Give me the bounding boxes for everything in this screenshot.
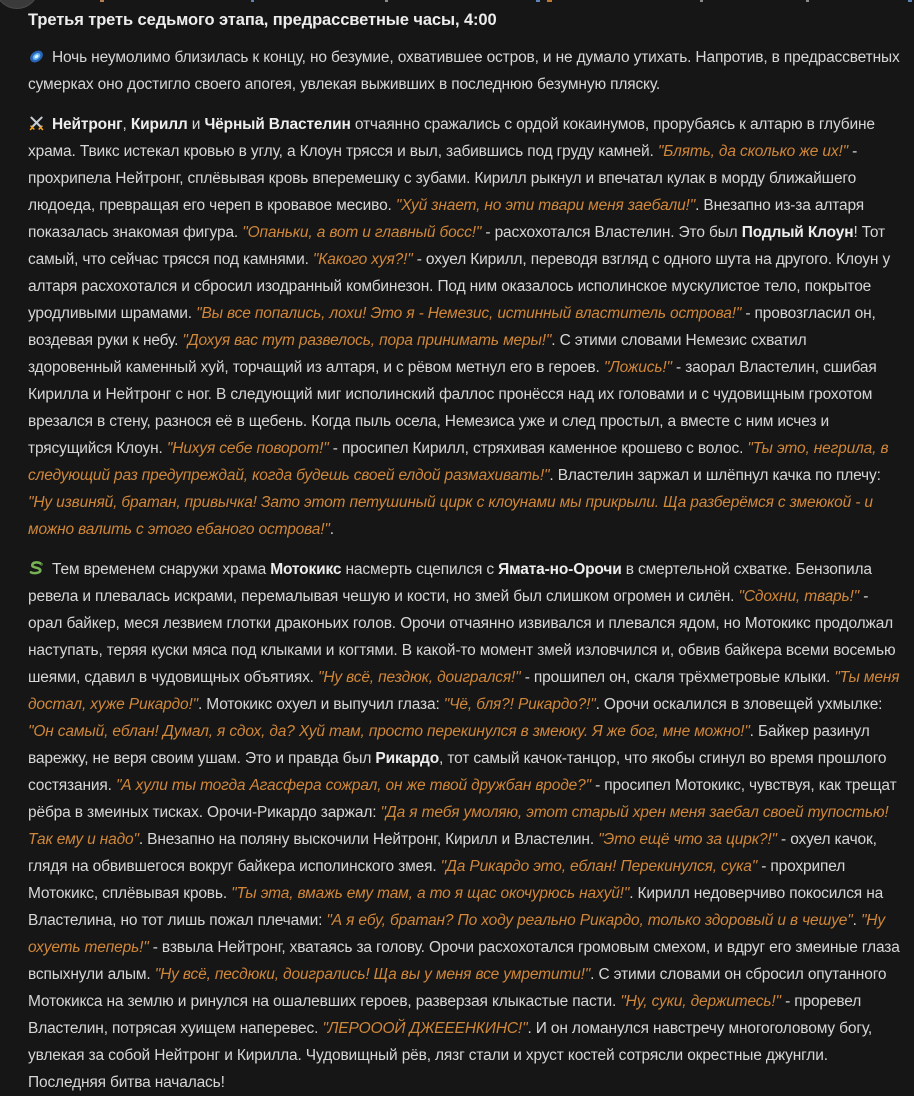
- quoted-speech: "Ну, суки, держитесь!": [620, 993, 781, 1010]
- story-body: [28, 44, 904, 1096]
- narration-text: - орал байкер, меся лезвием глотки драконьих голов. Орочи отчаянно извивался и плевался ядом, но Мотокикс продолжал наступать, теряя куски мяса под клыками и когтями. В какой-то момент змей изловчился и, обвив байкера всеми восемью шеями, сдавил в чудовищных объятиях.: [28, 588, 896, 686]
- quoted-speech: "Ты меня достал, хуже Рикардо!": [28, 669, 900, 713]
- quoted-speech: "А я ебу, братан? По ходу реально Рикардо, только здоровый и в чешуе": [326, 912, 853, 929]
- quoted-speech: "Сдохни, тварь!": [738, 588, 860, 605]
- character-name: Чёрный Властелин: [204, 116, 351, 133]
- narration-text: - заорал Властелин, сшибая Кирилла и Нейтронг с ног. В следующий миг исполинский фаллос пронёсся над их головами и с чудовищным грохотом врезался в стену, разнося её в щебень. Когда пыль осела, Немезиса уже и след простыл, а вместе с ним исчез и трясущийся Клоун.: [28, 359, 877, 457]
- narration-text: ,: [122, 116, 131, 133]
- character-name: Ямата-но-Орочи: [498, 561, 622, 578]
- crossed-swords-icon: [28, 115, 45, 132]
- narration-text: насмерть сцепился с: [341, 561, 499, 578]
- comet-icon: [28, 48, 45, 65]
- narration-text: и: [187, 116, 205, 133]
- narration-text: - прохрипела Нейтронг, сплёвывая кровь вперемешку с зубами. Кирилл рыкнул и впечатал кулак в морду ближайшего людоеда, превращая его череп в кровавое месиво.: [28, 143, 858, 214]
- character-name: Нейтронг: [52, 116, 123, 133]
- narration-text: . И он ломанулся навстречу многоголовому богу, увлекая за собой Нейтронг и Кирилла. Чудовищный рёв, лязг стали и хруст костей сотрясли окрестные джунгли. Последняя битва началась!: [28, 1020, 873, 1091]
- narration-text: . Кирилл недоверчиво покосился на Властелина, но тот лишь пожал плечами:: [28, 885, 884, 929]
- quoted-speech: "Дохуя вас тут развелось, пора принимать меры!": [182, 332, 552, 349]
- quoted-speech: "Опаньки, а вот и главный босс!": [242, 224, 482, 241]
- narration-text: - охуел Кирилл, переводя взгляд с одного шута на другого. Клоун у алтаря расхохотался и сбросил изодранный комбинезон. Под ним оказалось исполинское мускулистое тело, покрытое уродливыми шрамами.: [28, 251, 891, 322]
- snake-icon: [28, 560, 45, 577]
- narration-text: . Властелин заржал и шлёпнул качка по плечу:: [549, 467, 881, 484]
- narration-text: . С этими словами он сбросил опутанного Мотокикса на землю и ринулся на ошалевших героев, разверзая клыкастые пасти.: [28, 966, 887, 1010]
- narration-text: . С этими словами Немезис схватил здоровенный каменный хуй, торчащий из алтаря, и с рёвом метнул его в героев.: [28, 332, 807, 376]
- narration-text: - прохрипел Мотокикс, сплёвывая кровь.: [28, 858, 846, 902]
- narration-text: . Орочи оскалился в зловещей ухмылке:: [595, 696, 883, 713]
- narration-text: . Мотокикс охуел и выпучил глаза:: [197, 696, 444, 713]
- quoted-speech: "Чё, бля?! Рикардо?!": [443, 696, 596, 713]
- quoted-speech: "Ложись!": [603, 359, 672, 376]
- quoted-speech: "Вы все попались, лохи! Это я - Немезис, истинный властитель острова!": [196, 305, 742, 322]
- narration-text: . Внезапно на поляну выскочили Нейтронг, Кирилл и Властелин.: [138, 831, 599, 848]
- quoted-speech: "Да я тебя умоляю, этот старый хрен меня заебал своей тупостью! Так ему и надо": [28, 804, 889, 848]
- narration-text: . Байкер разинул варежку, не веря своим ушам. Это и правда был: [28, 723, 870, 767]
- narration-text: Тем временем снаружи храма: [52, 561, 271, 578]
- narration-text: - расхохотался Властелин. Это был: [481, 224, 742, 241]
- narration-text: в смертельной схватке. Бензопила ревела и плевалась искрами, перемалывая чешую и кости, но змей был слишком огромен и силён.: [28, 561, 872, 605]
- quoted-speech: "А хули ты тогда Агасфера сожрал, он же твой дружбан вроде?": [115, 777, 591, 794]
- quoted-speech: "Ты эта, вмажь ему там, а то я щас окочурюсь нахуй!": [231, 885, 630, 902]
- narration-text: - прошипел он, скаля трёхметровые клыки.: [520, 669, 835, 686]
- character-name: Рикардо: [375, 750, 440, 767]
- narration-text: - провозгласил он, воздевая руки к небу.: [28, 305, 876, 349]
- narration-text: отчаянно сражались с ордой кокаинумов, прорубаясь к алтарю в глубине храма. Твикс истекал кровью в углу, а Клоун трясся и выл, забившись под груду камней.: [28, 116, 875, 160]
- narration-text: .: [329, 521, 334, 538]
- narration-text: - просипел Кирилл, стряхивая каменное крошево с волос.: [328, 440, 748, 457]
- quoted-speech: "Он самый, еблан! Думал, я сдох, да? Хуй там, просто перекинулся в змеюку. Я же бог, мне можно!": [28, 723, 750, 740]
- quoted-speech: "Это ещё что за цирк?!": [598, 831, 777, 848]
- narration-text: , тот самый качок-танцор, что якобы сгинул во время прошлого состязания.: [28, 750, 887, 794]
- narration-text: . Внезапно из-за алтаря показалась знакомая фигура.: [28, 197, 865, 241]
- quoted-speech: "Да Рикардо это, еблан! Перекинулся, сука": [440, 858, 758, 875]
- quoted-speech: "Какого хуя?!": [312, 251, 413, 268]
- character-name: Мотокикс: [270, 561, 342, 578]
- quoted-speech: "ЛЕРОООЙ ДЖЕЕЕНКИНС!": [322, 1020, 528, 1037]
- narration-text: Ночь неумолимо близилась к концу, но безумие, охватившее остров, и не думало утихать. Напротив, в предрассветных сумерках оно достигло своего апогея, увлекая выживших в последнюю безумную пляску.: [28, 49, 900, 93]
- narration-text: - проревел Властелин, потрясая хуищем наперевес.: [28, 993, 862, 1037]
- narration-text: - охуел качок, глядя на обвившегося вокруг байкера исполинского змея.: [28, 831, 877, 875]
- narration-text: - просипел Мотокикс, чувствуя, как трещат рёбра в змеиных тисках. Орочи-Рикардо заржал:: [28, 777, 897, 821]
- story-paragraph: [28, 556, 904, 1096]
- story-paragraph: [28, 111, 904, 543]
- quoted-speech: "Ну извиняй, братан, привычка! Зато этот петушиный цирк с клоунами мы прикрыли. Ща разберёмся с змеюкой - и можно валить с этого ебаного острова!": [28, 494, 873, 538]
- character-name: Подлый Клоун: [741, 224, 854, 241]
- quoted-speech: "Хуй знает, но эти твари меня заебали!": [395, 197, 696, 214]
- quoted-speech: "Нихуя себе поворот!": [166, 440, 329, 457]
- quoted-speech: "Ты это, негрила, в следующий раз предупреждай, когда будешь своей елдой размахивать!": [28, 440, 889, 484]
- narration-text: - взвыла Нейтронг, хватаясь за голову. Орочи расхохотался громовым смехом, и вдруг его змеиные глаза вспыхнули алым.: [28, 939, 900, 983]
- character-name: Кирилл: [130, 116, 188, 133]
- stage-header: Третья треть седьмого этапа, предрассветные часы, 4:00: [28, 11, 497, 29]
- quoted-speech: "Блять, да сколько же их!": [657, 143, 848, 160]
- quoted-speech: "Ну охуеть теперь!": [28, 912, 885, 956]
- narration-text: ! Тот самый, что сейчас трясся под камнями.: [28, 224, 885, 268]
- quoted-speech: "Ну всё, песдюки, доигрались! Ща вы у меня все умретити!": [154, 966, 591, 983]
- quoted-speech: "Ну всё, пездюк, доигрался!": [317, 669, 521, 686]
- narration-text: .: [852, 912, 861, 929]
- story-paragraph: [28, 44, 904, 98]
